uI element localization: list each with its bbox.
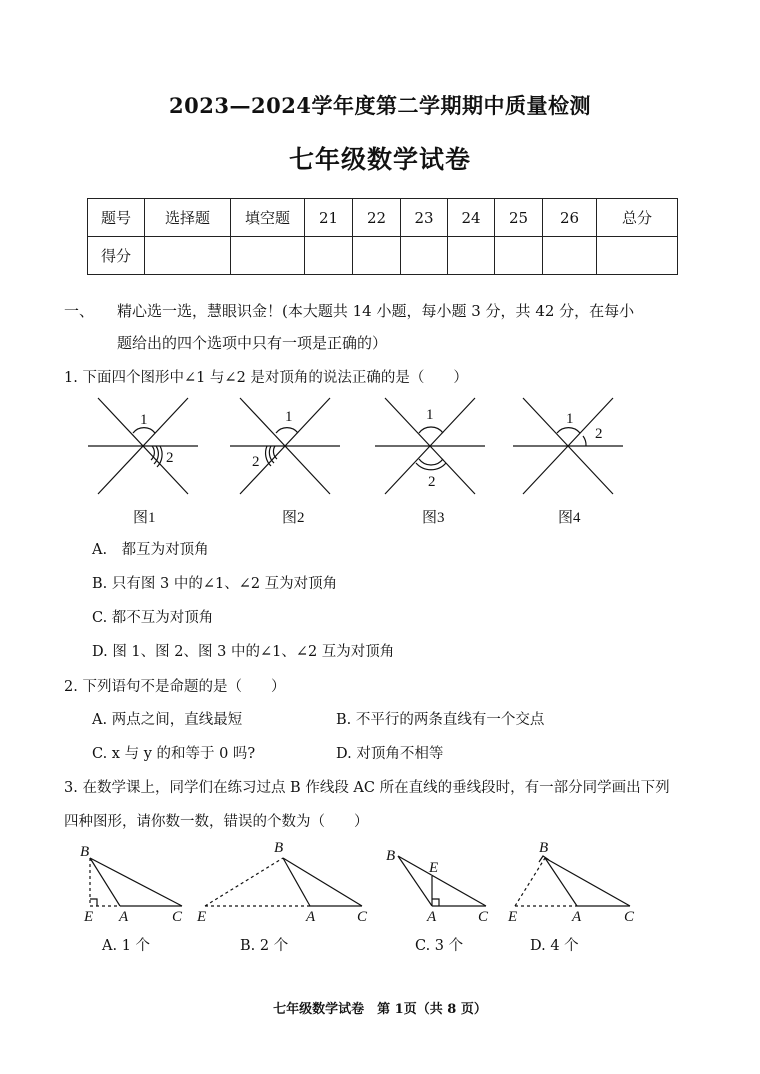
q3-figure-1 (90, 858, 182, 906)
q3f3-label-E: E (429, 860, 439, 876)
section-number: 一、 (64, 302, 95, 320)
page-footer: 七年级数学试卷 第 1页（共 8 页） (273, 1002, 487, 1017)
q3f2-label-C: C (357, 909, 368, 925)
fig1-angle2-label: 2 (166, 450, 174, 466)
q3f2-label-E: E (197, 909, 207, 925)
question-1-stem: 1. 下面四个图形中∠1 与∠2 是对顶角的说法正确的是（ ） (64, 370, 468, 386)
q3f1-label-B: B (80, 844, 90, 860)
score-header-cell: 21 (305, 199, 353, 237)
score-row-label: 得分 (88, 237, 145, 275)
score-header-cell: 26 (543, 199, 597, 237)
q3f4-label-C: C (624, 909, 635, 925)
score-header-cell: 22 (353, 199, 401, 237)
exam-subtitle: 七年级数学试卷 (288, 145, 471, 174)
section-instruction-line1: 精心选一选，慧眼识金！(本大题共 14 小题，每小题 3 分，共 42 分，在每小 (117, 302, 635, 320)
q2-option-b: B. 不平行的两条直线有一个交点 (336, 712, 545, 728)
fig4-angle2-label: 2 (595, 426, 603, 442)
score-header-cell: 填空题 (231, 199, 305, 237)
question-3-line1: 3. 在数学课上，同学们在练习过点 B 作线段 AC 所在直线的垂线段时，有一部分同学画出下列 (64, 780, 670, 796)
score-header-cell: 23 (401, 199, 448, 237)
score-header-cell: 24 (448, 199, 495, 237)
figure-4-caption: 图4 (558, 510, 581, 526)
q2-option-d: D. 对顶角不相等 (336, 746, 444, 762)
fig1-angle1-label: 1 (140, 412, 148, 428)
q1-option-b: B. 只有图 3 中的∠1、∠2 互为对顶角 (92, 576, 338, 592)
figure-3-caption: 图3 (422, 510, 445, 526)
q2-option-c: C. x 与 y 的和等于 0 吗? (92, 746, 256, 762)
q3f4-label-B: B (539, 840, 549, 856)
section-instruction-line2: 题给出的四个选项中只有一项是正确的） (117, 334, 388, 352)
q3-figure-3 (398, 856, 486, 906)
q3f4-label-A: A (572, 909, 582, 925)
q3-option-c: C. 3 个 (415, 938, 464, 954)
exam-title: 2023—2024学年度第二学期期中质量检测 (169, 93, 591, 118)
q3f3-label-C: C (478, 909, 489, 925)
fig2-angle2-label: 2 (252, 454, 260, 470)
q3f2-label-B: B (274, 840, 284, 856)
fig4-angle1-label: 1 (566, 411, 574, 427)
q1-option-d: D. 图 1、图 2、图 3 中的∠1、∠2 互为对顶角 (92, 644, 395, 660)
q1-option-a: A. 都互为对顶角 (92, 542, 209, 558)
score-header-cell: 题号 (88, 199, 145, 237)
q3-figure-4 (515, 856, 630, 906)
q3-figure-2 (205, 858, 362, 906)
score-header-cell: 25 (495, 199, 543, 237)
q3f2-label-A: A (306, 909, 316, 925)
q2-option-a: A. 两点之间，直线最短 (92, 712, 243, 728)
q3f1-label-E: E (84, 909, 94, 925)
q3f1-label-A: A (119, 909, 129, 925)
figure-1-caption: 图1 (133, 510, 156, 526)
score-header-cell: 总分 (597, 199, 678, 237)
score-header-cell: 选择题 (145, 199, 231, 237)
fig2-angle1-label: 1 (285, 409, 293, 425)
question-3-line2: 四种图形，请你数一数，错误的个数为（ ） (64, 814, 369, 830)
question-2-stem: 2. 下列语句不是命题的是（ ） (64, 679, 286, 695)
q1-option-c: C. 都不互为对顶角 (92, 610, 214, 626)
q3f3-label-A: A (427, 909, 437, 925)
q3f1-label-C: C (172, 909, 183, 925)
q3f3-label-B: B (386, 848, 396, 864)
q3f4-label-E: E (508, 909, 518, 925)
fig3-angle2-label: 2 (428, 474, 436, 490)
q3-option-b: B. 2 个 (240, 938, 289, 954)
q3-option-d: D. 4 个 (530, 938, 579, 954)
fig3-angle1-label: 1 (426, 407, 434, 423)
q3-option-a: A. 1 个 (102, 938, 151, 954)
figure-2-caption: 图2 (282, 510, 305, 526)
